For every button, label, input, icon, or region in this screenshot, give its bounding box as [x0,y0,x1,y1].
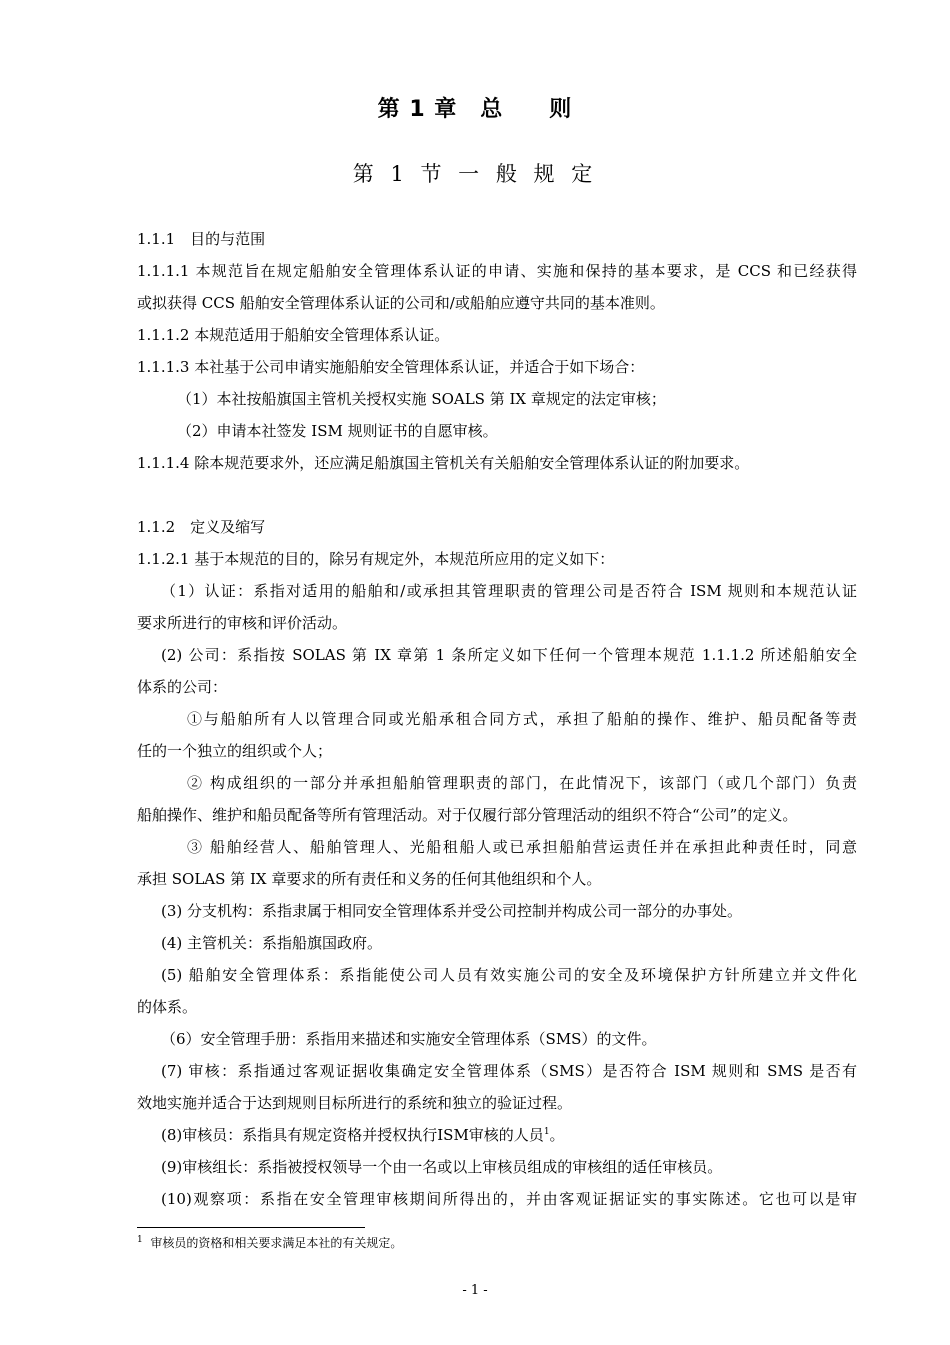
section-title: 第 1 节 一 般 规 定 [352,162,598,186]
definition-item: (2) 公司：系指按 SOLAS 第 IX 章第 1 条所定义如下任何一个管理本规范 1.1.1.2 所述船舶安全 [161,646,857,664]
sub-item: ①与船舶所有人以管理合同或光船承租合同方式，承担了船舶的操作、维护、船员配备等责 [187,710,857,728]
paragraph-line: 体系的公司： [137,678,228,696]
definition-item: （6）安全管理手册：系指用来描述和实施安全管理体系（SMS）的文件。 [161,1030,657,1048]
list-item: （2）申请本社签发 ISM 规则证书的自愿审核。 [177,422,498,440]
period: 。 [549,1126,565,1144]
paragraph-line: 1.1.1.4 除本规范要求外，还应满足船旗国主管机关有关船舶安全管理体系认证的附加要求。 [137,454,750,472]
footnote-divider [137,1227,365,1228]
footnote-text: 审核员的资格和相关要求满足本社的有关规定。 [150,1236,403,1250]
definition-item: (4) 主管机关：系指船旗国政府。 [161,934,383,952]
paragraph-line: 1.1.1.3 本社基于公司申请实施船舶安全管理体系认证，并适合于如下场合： [137,358,645,376]
paragraph-line: 船舶操作、维护和船员配备等所有管理活动。对于仅履行部分管理活动的组织不符合“公司”的定义。 [137,806,798,824]
definition-text: (8)审核员：系指具有规定资格并授权执行ISM审核的人员 [161,1126,544,1144]
heading-1-1-1: 1.1.1 目的与范围 [137,230,266,248]
definition-item: (3) 分支机构：系指隶属于相同安全管理体系并受公司控制并构成公司一部分的办事处。 [161,902,743,920]
definition-item: (7) 审核：系指通过客观证据收集确定安全管理体系（SMS）是否符合 ISM 规则和 SMS 是否有 [161,1062,857,1080]
definition-item [161,1125,857,1145]
footnote [137,1235,402,1251]
paragraph-line: 1.1.2.1 基于本规范的目的，除另有规定外，本规范所应用的定义如下： [137,550,615,568]
paragraph-line: 的体系。 [137,998,198,1016]
sub-item: ③ 船舶经营人、船舶管理人、光船租船人或已承担船舶营运责任并在承担此种责任时，同意 [187,838,857,856]
definition-item: (5) 船舶安全管理体系：系指能使公司人员有效实施公司的安全及环境保护方针所建立并文件化 [161,966,857,984]
paragraph-line: 1.1.1.2 本规范适用于船舶安全管理体系认证。 [137,326,450,344]
page-number: - 1 - [462,1283,488,1298]
definition-item: (10)观察项：系指在安全管理审核期间所得出的，并由客观证据证实的事实陈述。它也可以是审 [161,1190,857,1208]
paragraph-line: 或拟获得 CCS 船舶安全管理体系认证的公司和/或船舶应遵守共同的基本准则。 [137,294,665,312]
paragraph-line: 1.1.1.1 本规范旨在规定船舶安全管理体系认证的申请、实施和保持的基本要求，是 CCS 和已经获得 [137,262,857,280]
definition-item: （1）认证：系指对适用的船舶和/或承担其管理职责的管理公司是否符合 ISM 规则和本规范认证 [161,582,857,600]
paragraph-line: 任的一个独立的组织或个人； [137,742,333,760]
paragraph-line: 要求所进行的审核和评价活动。 [137,614,348,632]
paragraph-line: 效地实施并适合于达到规则目标所进行的系统和独立的验证过程。 [137,1094,573,1112]
footnote-marker: 1 [137,1235,143,1245]
footnote-reference[interactable]: 1 [543,1127,550,1137]
definition-item: (9)审核组长：系指被授权领导一个由一名或以上审核员组成的审核组的适任审核员。 [161,1158,723,1176]
heading-1-1-2: 1.1.2 定义及缩写 [137,518,266,536]
list-item: （1）本社按船旗国主管机关授权实施 SOALS 第 IX 章规定的法定审核； [177,390,666,408]
sub-item: ② 构成组织的一部分并承担船舶管理职责的部门，在此情况下，该部门（或几个部门）负责 [187,774,857,792]
chapter-title: 第 1 章 总 则 [377,97,573,122]
paragraph-line: 承担 SOLAS 第 IX 章要求的所有责任和义务的任何其他组织和个人。 [137,870,602,888]
